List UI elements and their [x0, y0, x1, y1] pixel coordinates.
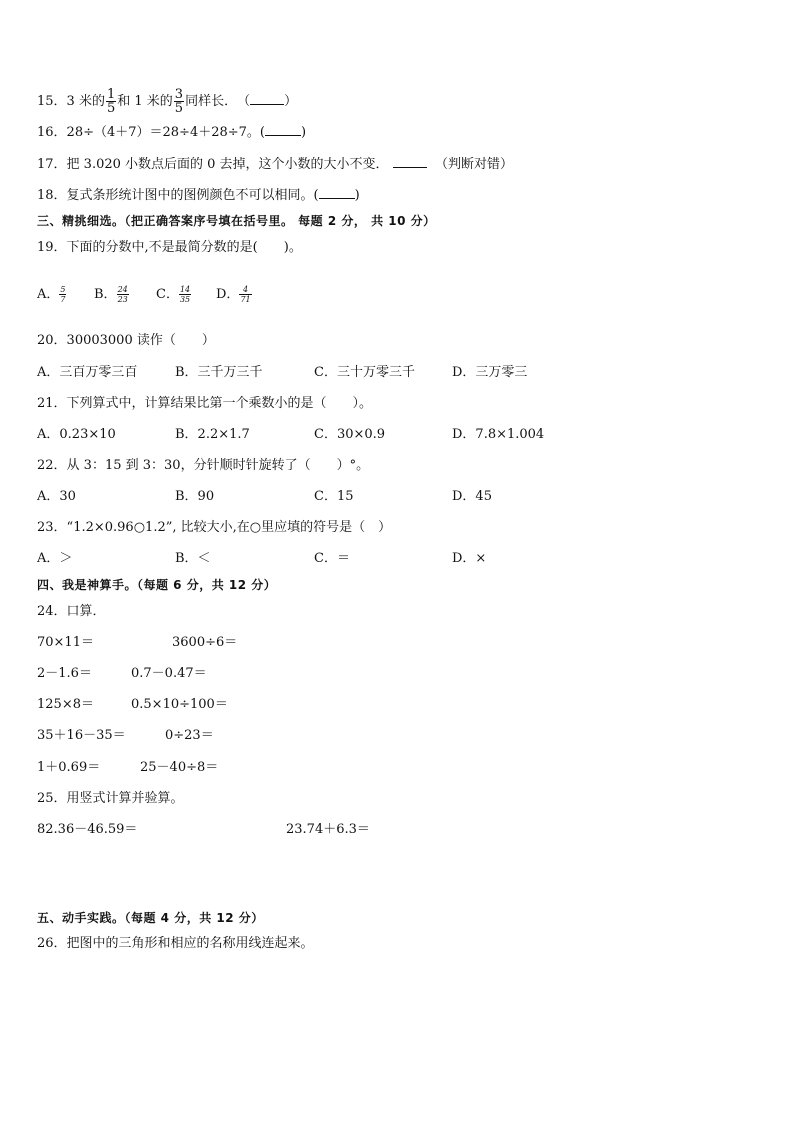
calc-item: 2－1.6＝: [37, 666, 92, 681]
option-a[interactable]: A．三百万零三百: [37, 365, 138, 380]
answer-blank[interactable]: [393, 167, 427, 168]
calc-item: 125×8＝: [37, 697, 94, 712]
calc-item: 70×11＝: [37, 635, 94, 650]
fraction: $\frac{5}{7}$: [60, 285, 66, 304]
calc-item: 0.7－0.47＝: [131, 666, 207, 681]
calc-item: 0÷23＝: [165, 728, 214, 743]
question-18: 18．复式条形统计图中的图例颜色不可以相同。( ): [37, 188, 360, 203]
section-3-heading: 三、精挑细选。（把正确答案序号填在括号里。 每题 2 分， 共 10 分）: [37, 214, 436, 228]
option-b[interactable]: B． $\frac{24}{23}$: [94, 285, 128, 304]
option-b[interactable]: B．2.2×1.7: [175, 427, 250, 442]
fraction: $\frac{24}{23}$: [117, 285, 128, 304]
fraction: $\frac{14}{35}$: [179, 285, 191, 304]
option-d[interactable]: D．7.8×1.004: [452, 427, 545, 442]
calc-item: 82.36－46.59＝: [37, 822, 138, 837]
option-d[interactable]: D．×: [452, 551, 487, 566]
fraction: $\frac{3}{5}$: [174, 87, 184, 116]
calc-item: 35＋16－35＝: [37, 728, 126, 743]
option-b[interactable]: B．＜: [175, 551, 211, 566]
option-c[interactable]: C．15: [314, 489, 354, 504]
option-c[interactable]: C．三十万零三千: [314, 365, 415, 380]
question-17: 17．把 3.020 小数点后面的 0 去掉，这个小数的大小不变． （判断对错）: [37, 157, 513, 172]
option-d[interactable]: D．三万零三: [452, 365, 528, 380]
option-a[interactable]: A．30: [37, 489, 76, 504]
question-16: 16．28÷（4＋7）＝28÷4＋28÷7。( ): [37, 125, 307, 140]
answer-blank[interactable]: [319, 198, 355, 199]
option-c[interactable]: C． $\frac{14}{35}$: [156, 285, 191, 304]
question-25: 25．用竖式计算并验算。: [37, 791, 184, 806]
option-a[interactable]: A． $\frac{5}{7}$: [37, 285, 66, 304]
option-a[interactable]: A．＞: [37, 551, 73, 566]
question-26: 26．把图中的三角形和相应的名称用线连起来。: [37, 936, 314, 951]
option-d[interactable]: D． $\frac{4}{71}$: [216, 285, 251, 304]
question-23: 23．“1.2×0.96○1.2”, 比较大小,在○里应填的符号是（ ）: [37, 520, 392, 535]
option-c[interactable]: C．30×0.9: [314, 427, 386, 442]
option-a[interactable]: A．0.23×10: [37, 427, 116, 442]
calc-item: 3600÷6＝: [172, 635, 238, 650]
question-19: 19．下面的分数中,不是最简分数的是( )。: [37, 240, 302, 255]
section-4-heading: 四、我是神算手。（每题 6 分，共 12 分）: [37, 578, 277, 592]
option-c[interactable]: C．＝: [314, 551, 350, 566]
fraction: $\frac{1}{5}$: [106, 87, 116, 116]
question-22: 22．从 3：15 到 3：30，分针顺时针旋转了（ ）°。: [37, 458, 370, 473]
section-5-heading: 五、动手实践。（每题 4 分，共 12 分）: [37, 911, 264, 925]
fraction: $\frac{4}{71}$: [240, 285, 251, 304]
question-20: 20．30003000 读作（ ）: [37, 333, 215, 348]
option-b[interactable]: B．三千万三千: [175, 365, 263, 380]
option-b[interactable]: B．90: [175, 489, 215, 504]
calc-item: 23.74＋6.3＝: [286, 822, 370, 837]
question-24: 24．口算．: [37, 604, 106, 619]
question-15: 15．3 米的 $\frac{1}{5}$ 和 1 米的 $\frac{3}{5}$ 同样长． （ ）: [37, 87, 298, 116]
calc-item: 25－40÷8＝: [140, 760, 219, 775]
question-21: 21．下列算式中，计算结果比第一个乘数小的是（ ）。: [37, 396, 373, 411]
answer-blank[interactable]: [265, 135, 301, 136]
answer-blank[interactable]: [250, 104, 284, 105]
calc-item: 0.5×10÷100＝: [131, 697, 228, 712]
option-d[interactable]: D．45: [452, 489, 492, 504]
calc-item: 1＋0.69＝: [37, 760, 101, 775]
